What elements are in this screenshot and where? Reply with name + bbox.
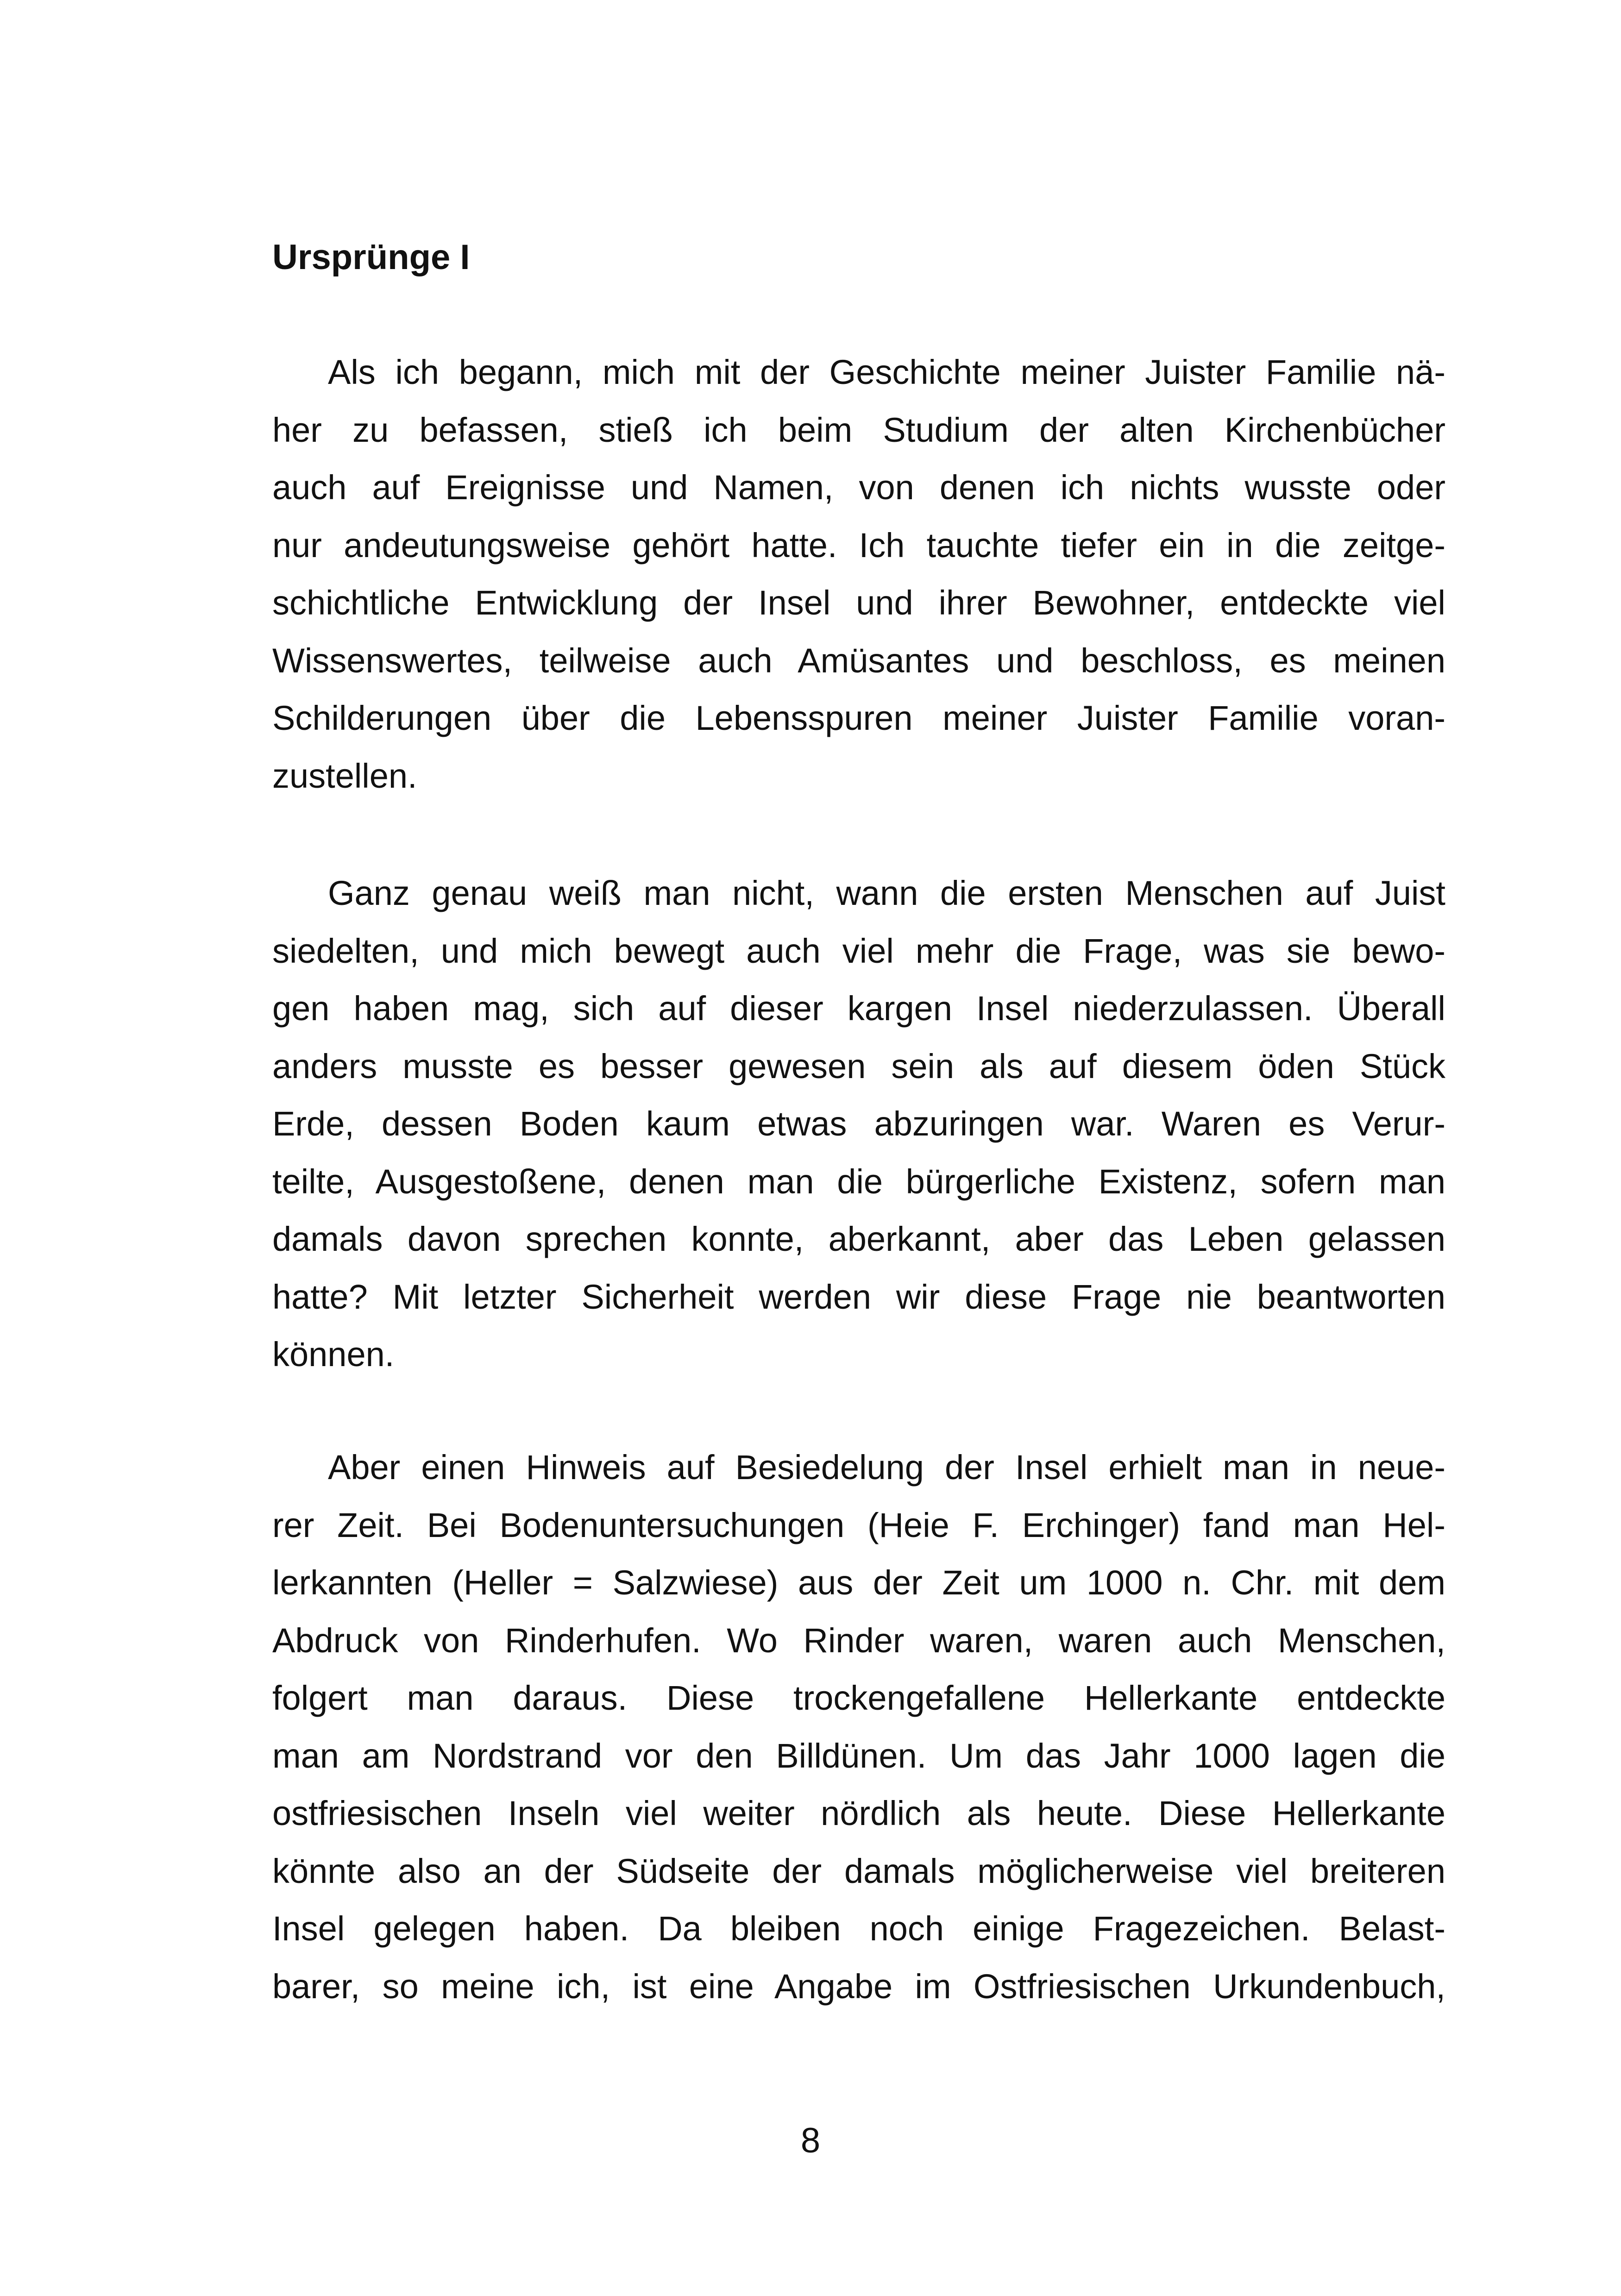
text-line: damals davon sprechen konnte, aberkannt, aber das Leben gelassen	[272, 1220, 1445, 1258]
paragraph-2	[272, 865, 1445, 1384]
text-line: man am Nordstrand vor den Billdünen. Um das Jahr 1000 lagen die	[272, 1736, 1445, 1775]
text-line: ostfriesischen Inseln viel weiter nördlich als heute. Diese Hellerkante	[272, 1794, 1445, 1832]
text-line: her zu befassen, stieß ich beim Studium der alten Kirchenbücher	[272, 410, 1445, 449]
text-line: siedelten, und mich bewegt auch viel mehr die Frage, was sie bewo-	[272, 931, 1445, 970]
text-line: nur andeutungsweise gehört hatte. Ich tauchte tiefer ein in die zeitge-	[272, 526, 1445, 565]
text-line: Erde, dessen Boden kaum etwas abzuringen war. Waren es Verur-	[272, 1104, 1445, 1143]
text-line: rer Zeit. Bei Bodenuntersuchungen (Heie F. Erchinger) fand man Hel-	[272, 1506, 1445, 1544]
text-line: gen haben mag, sich auf dieser kargen Insel niederzulassen. Überall	[272, 989, 1445, 1028]
text-line: lerkannten (Heller = Salzwiese) aus der Zeit um 1000 n. Chr. mit dem	[272, 1563, 1445, 1602]
text-line: Ganz genau weiß man nicht, wann die ersten Menschen auf Juist	[328, 874, 1445, 912]
paragraph-3	[272, 1439, 1445, 2015]
text-line: Aber einen Hinweis auf Besiedelung der Insel erhielt man in neue-	[328, 1448, 1445, 1487]
text-line: Abdruck von Rinderhufen. Wo Rinder waren, waren auch Menschen,	[272, 1621, 1445, 1660]
text-line: Als ich begann, mich mit der Geschichte meiner Juister Familie nä-	[328, 353, 1445, 391]
text-line: könnte also an der Südseite der damals möglicherweise viel breiteren	[272, 1851, 1445, 1890]
text-line: auch auf Ereignisse und Namen, von denen ich nichts wusste oder	[272, 468, 1445, 507]
text-line: hatte? Mit letzter Sicherheit werden wir diese Frage nie beantworten	[272, 1277, 1445, 1316]
text-line: Wissenswertes, teilweise auch Amüsantes und beschloss, es meinen	[272, 641, 1445, 680]
text-line: können.	[272, 1335, 395, 1374]
text-line: barer, so meine ich, ist eine Angabe im Ostfriesischen Urkundenbuch,	[272, 1967, 1445, 2006]
text-line: zustellen.	[272, 756, 417, 795]
text-line: schichtliche Entwicklung der Insel und ihrer Bewohner, entdeckte viel	[272, 583, 1445, 622]
text-line: folgert man daraus. Diese trockengefallene Hellerkante entdeckte	[272, 1679, 1445, 1717]
text-line: Insel gelegen haben. Da bleiben noch einige Fragezeichen. Belast-	[272, 1909, 1445, 1948]
chapter-title: Ursprünge I	[272, 238, 470, 277]
paragraph-1	[272, 344, 1445, 805]
page-number: 8	[800, 2121, 821, 2160]
text-line: anders musste es besser gewesen sein als auf diesem öden Stück	[272, 1047, 1445, 1085]
text-line: teilte, Ausgestoßene, denen man die bürgerliche Existenz, sofern man	[272, 1162, 1445, 1201]
text-line: Schilderungen über die Lebensspuren meiner Juister Familie voran-	[272, 699, 1445, 737]
